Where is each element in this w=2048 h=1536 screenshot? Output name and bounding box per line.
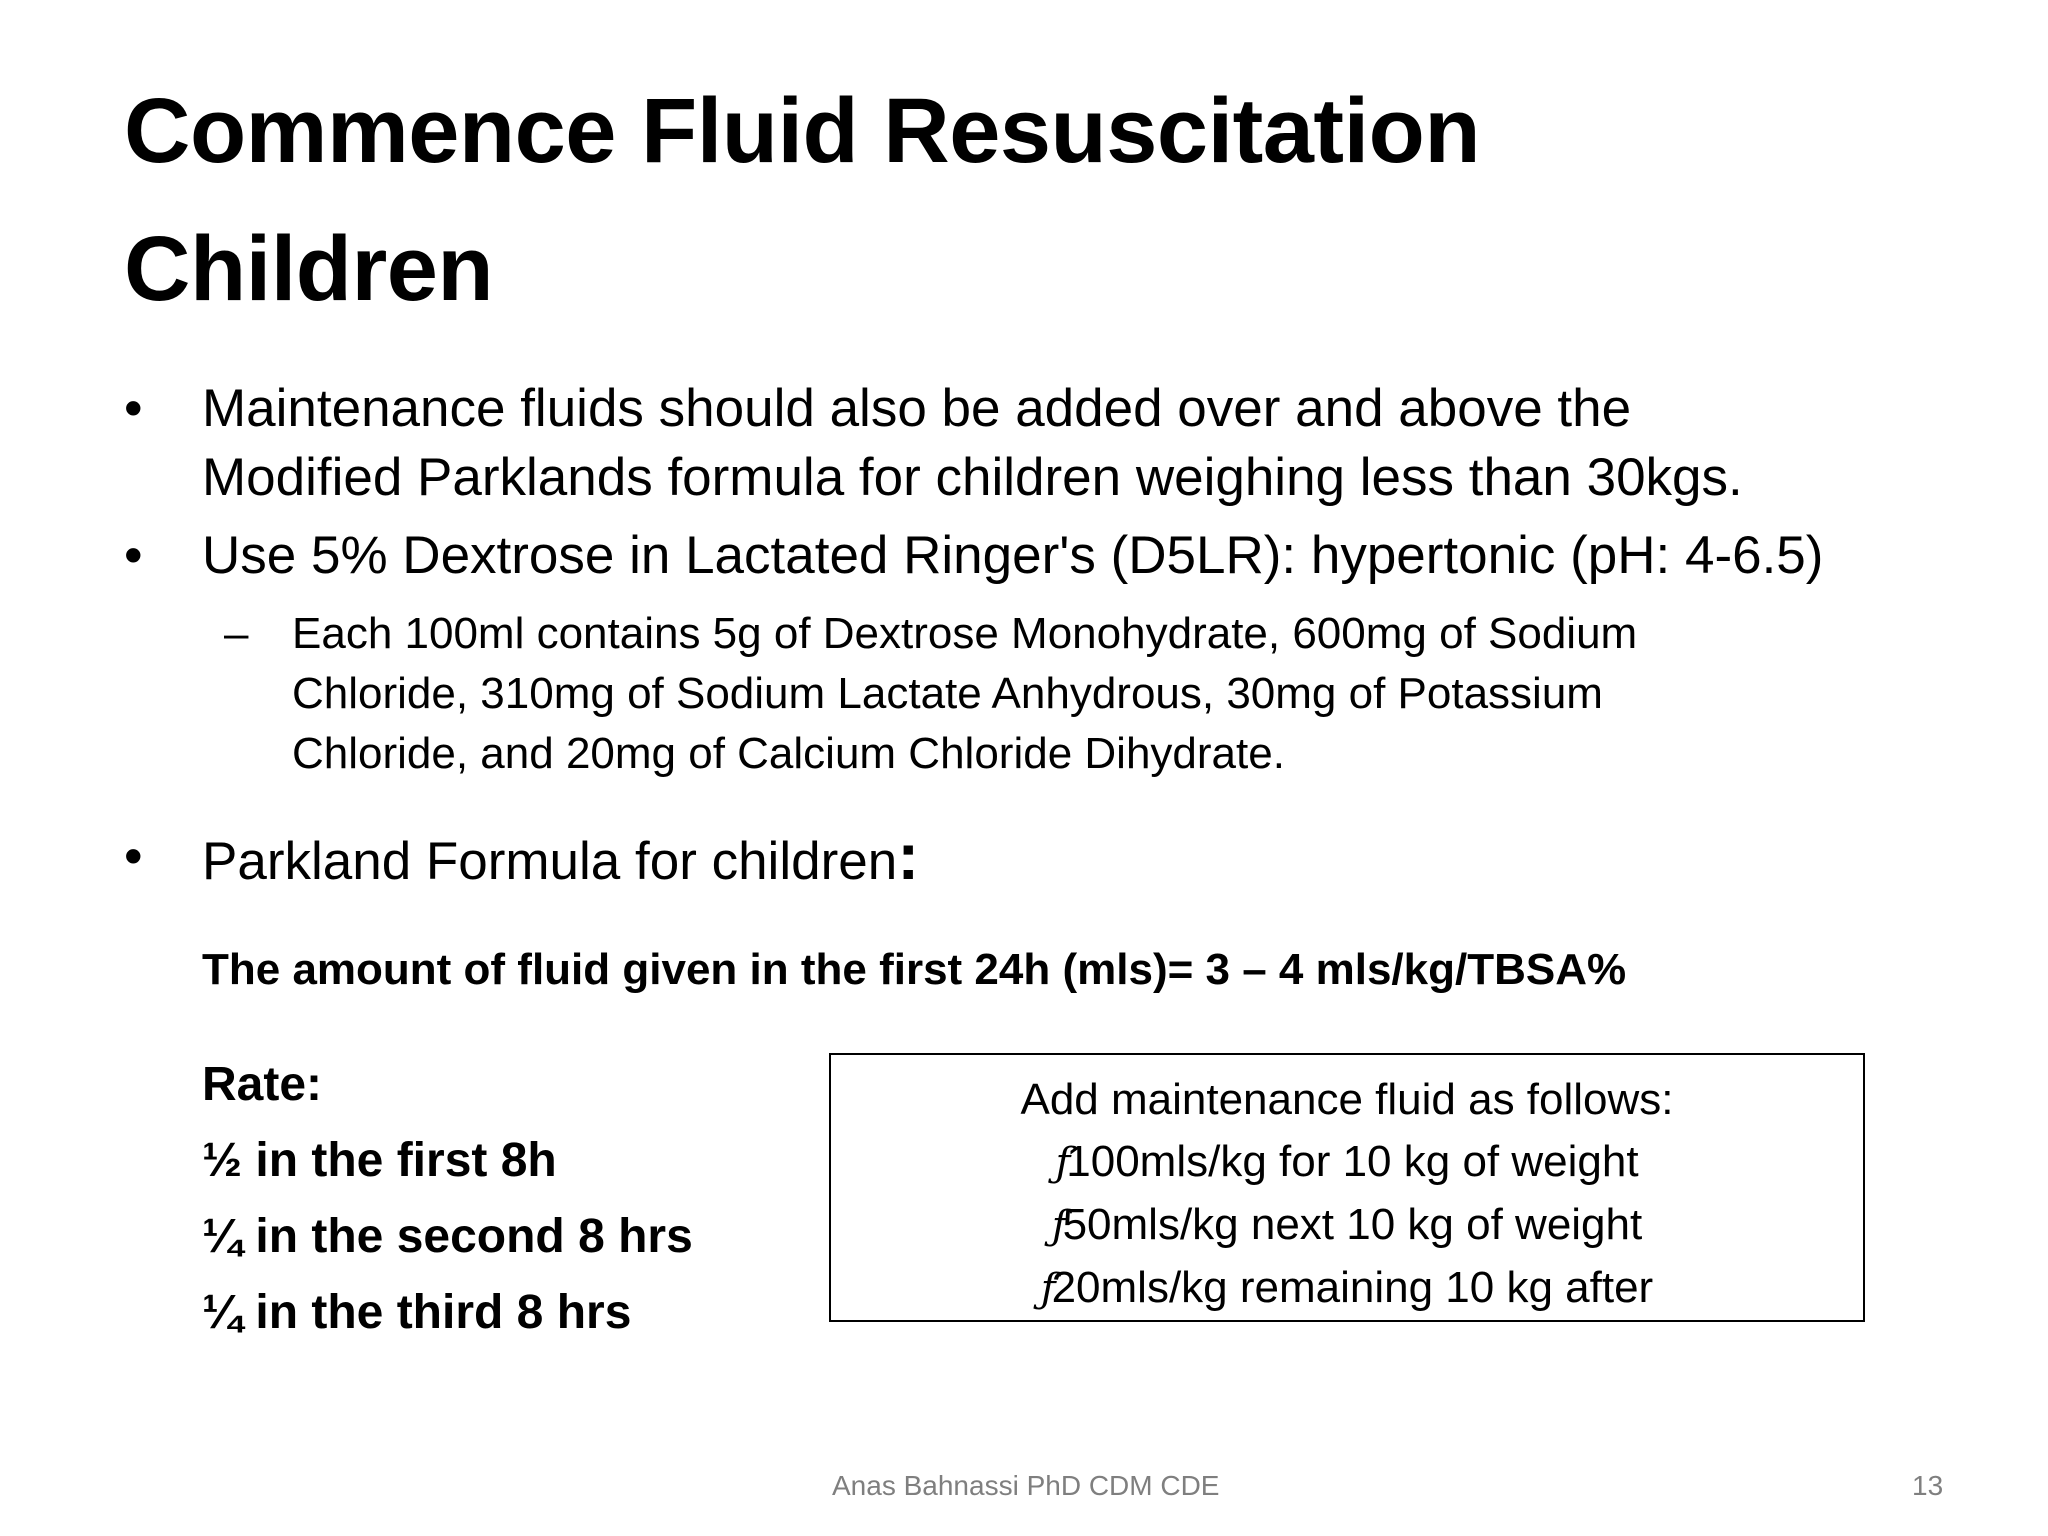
bullet-colon: : xyxy=(897,819,920,893)
maintenance-box-item-text: 20mls/kg remaining 10 kg after xyxy=(1051,1263,1654,1312)
maintenance-box-item xyxy=(831,1257,1863,1320)
rate-line-first-8h: ½ in the first 8h xyxy=(202,1134,557,1187)
bullet-text xyxy=(202,374,1743,512)
sub-bullet-text xyxy=(292,604,1637,784)
rate-title: Rate: xyxy=(202,1058,323,1111)
bullet-dot: • xyxy=(124,379,143,438)
maintenance-box-item xyxy=(831,1131,1863,1194)
sub-bullet-dash: – xyxy=(224,609,249,658)
maintenance-box-item-text: 50mls/kg next 10 kg of weight xyxy=(1062,1200,1643,1249)
slide-title xyxy=(124,62,1924,338)
function-glyph-icon: ƒ xyxy=(1051,1203,1067,1249)
function-glyph-icon: ƒ xyxy=(1040,1266,1056,1312)
bullet-line: Use 5% Dextrose in Lactated Ringer's (D5LR): hypertonic (pH: 4-6.5) xyxy=(202,526,1824,585)
slide-title-line-2: Children xyxy=(124,218,494,320)
bullet-line: Maintenance fluids should also be added over and above the xyxy=(202,379,1632,438)
function-glyph-icon: ƒ xyxy=(1055,1140,1071,1186)
bullet-line xyxy=(202,819,920,893)
bullet-dot: • xyxy=(124,827,143,886)
rate-line-third-8h: ¼ in the third 8 hrs xyxy=(202,1286,632,1339)
sub-bullet-line: Chloride, 310mg of Sodium Lactate Anhydrous, 30mg of Potassium xyxy=(292,669,1603,718)
sub-bullet-line: Chloride, and 20mg of Calcium Chloride Dihydrate. xyxy=(292,729,1285,778)
slide-title-line-1: Commence Fluid Resuscitation xyxy=(124,80,1481,182)
footer-author: Anas Bahnassi PhD CDM CDE xyxy=(832,1470,1220,1501)
parkland-formula-statement: The amount of fluid given in the first 24h (mls)= 3 – 4 mls/kg/TBSA% xyxy=(202,945,1627,994)
sub-bullet-line: Each 100ml contains 5g of Dextrose Monohydrate, 600mg of Sodium xyxy=(292,609,1638,658)
maintenance-fluid-box xyxy=(829,1053,1865,1322)
rate-line-second-8h: ¼ in the second 8 hrs xyxy=(202,1210,693,1263)
bullet-line: Modified Parklands formula for children weighing less than 30kgs. xyxy=(202,448,1743,507)
bullet-dot: • xyxy=(124,526,143,585)
maintenance-box-item-text: 100mls/kg for 10 kg of weight xyxy=(1066,1137,1639,1186)
bullet-line-text: Parkland Formula for children xyxy=(202,832,898,891)
bullet-text xyxy=(202,819,920,896)
slide-page-number: 13 xyxy=(1912,1470,1944,1501)
maintenance-box-heading: Add maintenance fluid as follows: xyxy=(1020,1075,1674,1124)
maintenance-box-item xyxy=(831,1194,1863,1257)
bullet-text xyxy=(202,521,1823,590)
